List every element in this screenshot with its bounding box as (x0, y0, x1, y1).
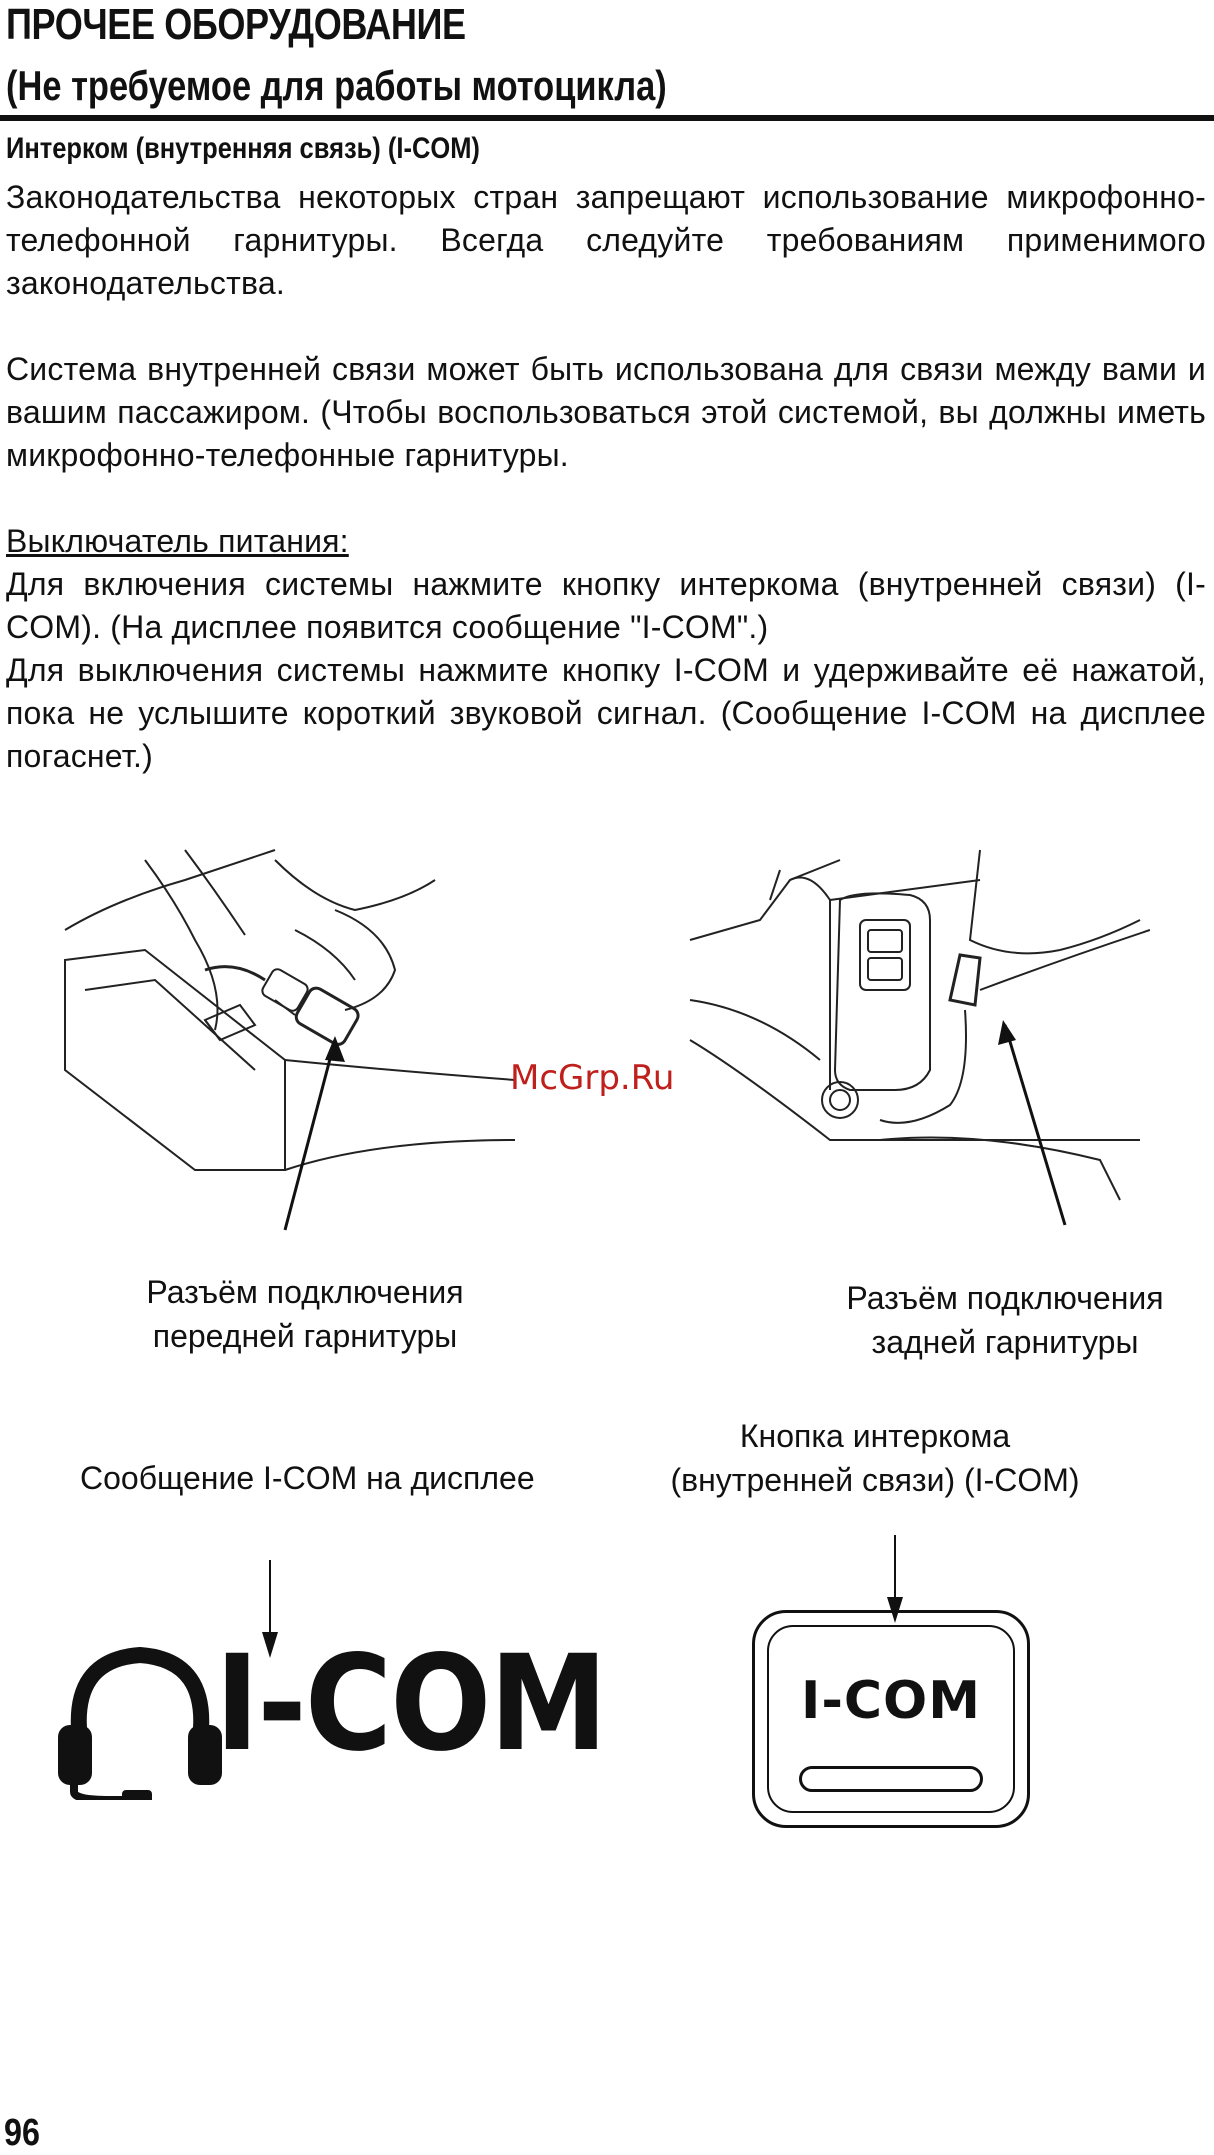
power-switch-label: Выключатель питания: (6, 523, 349, 559)
intercom-button-label: I-COM (800, 1671, 982, 1731)
page-subtitle: (Не требуемое для работы мотоцикла) (6, 62, 667, 109)
paragraph-intro: Система внутренней связи может быть использована для связи между вами и вашим пассажиром. (Чтобы воспользоваться этой системой, вы должны иметь микрофонно-телефонные гарнитуры. (6, 351, 1206, 473)
intercom-button-indicator (799, 1766, 983, 1792)
paragraph-legal: Законодательства некоторых стран запрещают использование микрофонно-телефонной гарнитуры. Всегда следуйте требованиям применимого законодательства. (6, 179, 1206, 301)
paragraph-power-off: Для выключения системы нажмите кнопку I-COM и удерживайте её нажатой, пока не услышите короткий звуковой сигнал. (Сообщение I-COM на дисплее погаснет.) (6, 652, 1206, 774)
front-connector-caption-line1: Разъём подключения (146, 1274, 464, 1310)
section-heading: Интерком (внутренняя связь) (I-COM) (6, 132, 480, 165)
display-message-caption: Сообщение I-COM на дисплее (80, 1460, 535, 1496)
headset-icon (50, 1630, 230, 1800)
title-rule (0, 115, 1214, 121)
intercom-button-caption-line2: (внутренней связи) (I-COM) (670, 1462, 1080, 1498)
intercom-button-caption-line1: Кнопка интеркома (739, 1418, 1011, 1454)
watermark: McGrp.Ru (510, 1058, 675, 1098)
front-connector-illustration (55, 840, 525, 1240)
paragraph-power-on: Для включения системы нажмите кнопку интеркома (внутренней связи) (I-COM). (На дисплее появится сообщение "I-COM".) (6, 566, 1206, 645)
rear-connector-caption-line2: задней гарнитуры (871, 1324, 1139, 1360)
rear-connector-caption-line1: Разъём подключения (846, 1280, 1164, 1316)
front-connector-caption-line2: передней гарнитуры (152, 1318, 458, 1354)
page-number: 96 (4, 2112, 40, 2154)
i-com-display-text: I-COM (215, 1627, 606, 1781)
rear-connector-illustration (680, 840, 1150, 1240)
page-title: ПРОЧЕЕ ОБОРУДОВАНИЕ (6, 0, 466, 49)
intercom-button[interactable] (752, 1610, 1030, 1828)
